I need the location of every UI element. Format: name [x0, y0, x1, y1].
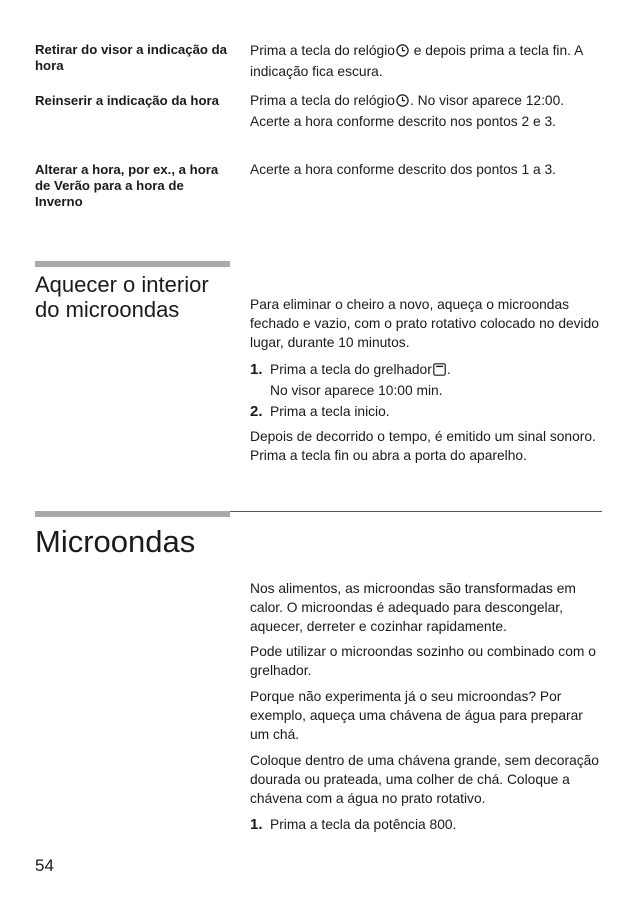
- step-text: Prima a tecla da potência 800.: [270, 817, 457, 832]
- row-text-post: e depois prima a tecla fin. A indicação fica escura.: [250, 43, 583, 79]
- section-heading-bar: [35, 261, 230, 267]
- row-text-reinsert-time: [250, 91, 602, 131]
- row-text-pre: Prima a tecla do relógio: [250, 43, 395, 58]
- micro-para-4: Coloque dentro de uma chávena grande, sem decoração dourada ou prateada, uma colher de chá. Coloque a chávena com a água no prato rotativo.: [250, 753, 599, 806]
- section-divider: [230, 511, 602, 512]
- heat-step-2: [250, 402, 602, 421]
- section-heading-bar: [35, 511, 230, 517]
- section-heading-heat: [35, 272, 209, 322]
- row-label-remove-time: Retirar do visor a indicação da hora: [35, 42, 228, 73]
- heading-line-1: Aquecer o interior: [35, 272, 209, 297]
- micro-para-2: Pode utilizar o microondas sozinho ou combinado com o grelhador.: [250, 644, 596, 678]
- clock-icon: [396, 43, 409, 62]
- row-label-reinsert-time: Reinserir a indicação da hora: [35, 93, 219, 108]
- grill-icon: [433, 362, 446, 381]
- row-label-change-time: Alterar a hora, por ex., a hora de Verão para a hora de Inverno: [35, 162, 219, 209]
- step-number: 1.: [250, 361, 263, 378]
- step-number: 2.: [250, 403, 263, 420]
- row-text-pre: Prima a tecla do relógio: [250, 93, 395, 108]
- micro-step-1: [250, 815, 602, 834]
- heading-line-2: do microondas: [35, 297, 180, 322]
- micro-para-1: Nos alimentos, as microondas são transformadas em calor. O microondas é adequado para descongelar, aquecer, derreter e cozinhar rapidamente.: [250, 581, 576, 634]
- heat-outro: Depois de decorrido o tempo, é emitido um sinal sonoro. Prima a tecla fin ou abra a porta do aparelho.: [250, 429, 596, 463]
- step-text-post: .: [446, 362, 451, 377]
- section-heading-microondas: Microondas: [35, 524, 196, 559]
- step-subtext: No visor aparece 10:00 min.: [270, 383, 443, 398]
- clock-icon: [396, 93, 409, 112]
- heat-step-1: [250, 360, 602, 400]
- step-text-pre: Prima a tecla do grelhador: [270, 362, 432, 377]
- page-number: 54: [35, 856, 54, 875]
- micro-para-3: Porque não experimenta já o seu microondas? Por exemplo, aqueça uma chávena de água para preparar um chá.: [250, 689, 583, 742]
- step-number: 1.: [250, 816, 263, 833]
- heat-intro: Para eliminar o cheiro a novo, aqueça o microondas fechado e vazio, com o prato rotativo colocado no devido lugar, durante 10 minutos.: [250, 297, 599, 350]
- row-text-change-time: Acerte a hora conforme descrito dos pontos 1 a 3.: [250, 162, 557, 177]
- step-text: Prima a tecla inicio.: [270, 404, 390, 419]
- row-text-post: . No visor aparece 12:00. Acerte a hora conforme descrito nos pontos 2 e 3.: [250, 93, 565, 129]
- row-text-remove-time: [250, 41, 602, 81]
